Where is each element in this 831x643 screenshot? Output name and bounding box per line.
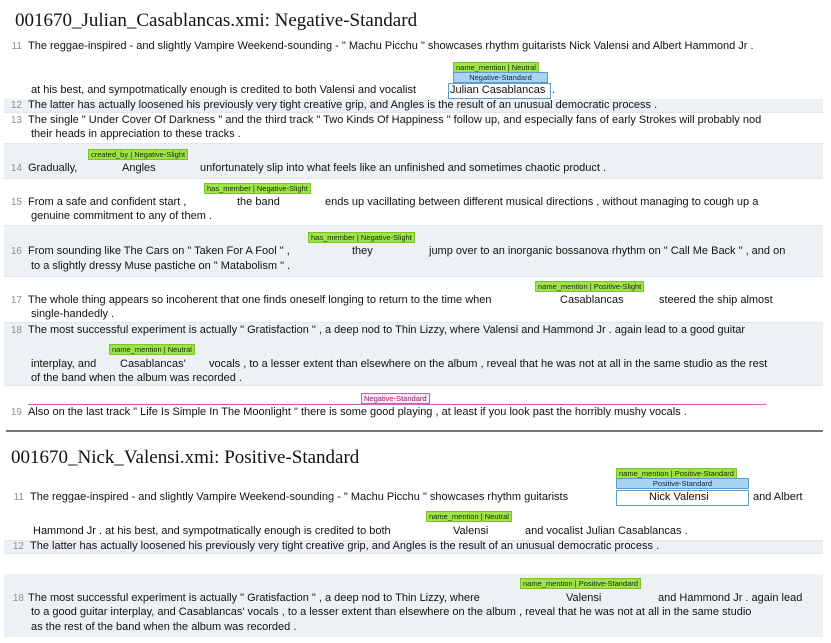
line-number: 13 [10,115,22,126]
sentence-text: The most successful experiment is actually " Gratisfaction " , a deep nod to Thin Lizzy, where [28,592,480,604]
line-number: 12 [12,541,24,552]
sentence-text: interplay, and [31,358,97,370]
annotation-label[interactable]: has_member | Negative-Slight [308,232,415,243]
row-divider [4,178,823,179]
annotated-span[interactable]: Angles [122,162,156,174]
sentence-text: as the rest of the band when the album was recorded . [31,621,297,633]
row-divider [4,385,823,386]
line-number: 11 [11,41,22,52]
sentence-text: and Hammond Jr . again lead [658,592,803,604]
annotated-span-underline [28,404,766,405]
row-divider [4,553,823,554]
line-number: 14 [10,163,22,174]
sentence-text: The most successful experiment is actually " Gratisfaction " , a deep nod to Thin Lizzy, where Valensi and Hammond Jr . again lead to a good guitar [28,324,746,336]
row-divider [4,112,823,113]
sentence-text: single-handedly . [31,308,115,320]
annotated-span[interactable]: they [352,245,373,257]
row-divider [4,225,823,226]
sentence-text: From sounding like The Cars on " Taken For A Fool " , [28,245,290,257]
row-divider [4,322,823,323]
sentence-text: The reggae-inspired - and slightly Vampire Weekend-sounding - " Machu Picchu " showcases rhythm guitarists [30,491,569,503]
line-number: 15 [10,197,22,208]
annotation-label[interactable]: Negative-Standard [453,72,548,83]
document-title: 001670_Julian_Casablancas.xmi: Negative-Standard [15,10,418,31]
annotated-span[interactable]: Valensi [566,592,602,604]
annotation-label[interactable]: created_by | Negative-Slight [88,149,188,160]
annotated-span[interactable]: Julian Casablancas [450,84,546,96]
annotation-label[interactable]: name_mention | Neutral [109,344,195,355]
sentence-text: to a slightly dressy Muse pastiche on " Matabolism " . [31,260,291,272]
sentence-text: of the band when the album was recorded . [31,372,242,384]
line-number: 17 [10,295,22,306]
annotation-label[interactable]: has_member | Negative-Slight [204,183,311,194]
sentence-text: From a safe and confident start , [28,196,187,208]
line-number: 11 [13,492,24,503]
sentence-text: and vocalist Julian Casablancas . [525,525,688,537]
sentence-text: Also on the last track " Life Is Simple In The Moonlight " there is some good playing , at least if you look past the horribly mushy vocals . [28,406,687,418]
sentence-text: . [552,84,556,96]
annotated-span[interactable]: Nick Valensi [649,491,709,503]
annotated-span[interactable]: the band [237,196,280,208]
annotated-span[interactable]: Valensi [453,525,489,537]
annotation-label[interactable]: Positive-Standard [616,478,749,489]
sentence-text: their heads in appreciation to these tracks . [31,128,241,140]
line-number: 12 [10,100,22,111]
sentence-text: jump over to an inorganic bossanova rhythm on " Call Me Back " , and on [429,245,786,257]
line-number: 18 [10,325,22,336]
sentence-text: unfortunately slip into what feels like an unfinished and sometimes chaotic product . [200,162,607,174]
document-title: 001670_Nick_Valensi.xmi: Positive-Standard [11,447,360,468]
sentence-text: vocals , to a lesser extent than elsewhere on the album , reveal that he was not at all in the same studio as the rest [209,358,768,370]
sentence-text: Hammond Jr . at his best, and sympotmatically enough is credited to both [33,525,391,537]
sentence-text: The single " Under Cover Of Darkness " and the third track " Two Kinds Of Happiness " follow up, and especially fans of early Strokes will probably nod [28,114,762,126]
line-number: 19 [10,407,22,418]
sentence-text: Gradually, [28,162,78,174]
row-divider [4,143,823,144]
annotation-label[interactable]: name_mention | Positive-Slight [535,281,644,292]
annotated-span[interactable]: Casablancas [560,294,624,306]
line-number: 16 [10,246,22,257]
section-separator [6,430,823,432]
line-number: 18 [12,593,24,604]
row-divider [4,276,823,277]
sentence-text: The latter has actually loosened his previously very tight creative grip, and Angles is the result of an unusual democratic process . [30,540,660,552]
sentence-text: ends up vacillating between different musical directions , without managing to cough up a [325,196,759,208]
sentence-text: The reggae-inspired - and slightly Vampire Weekend-sounding - " Machu Picchu " showcases rhythm guitarists Nick Valensi and Albert Hammond Jr . [28,40,754,52]
annotation-label[interactable]: name_mention | Neutral [453,62,539,73]
sentence-text: The whole thing appears so incoherent that one finds oneself longing to return to the time when [28,294,492,306]
sentence-text: to a good guitar interplay, and Casablancas' vocals , to a lesser extent than elsewhere on the album , reveal that he was not at all in the same studio [31,606,752,618]
sentence-text: and Albert [753,491,803,503]
annotation-label[interactable]: name_mention | Positive-Standard [520,578,641,589]
sentence-text: genuine commitment to any of them . [31,210,212,222]
annotated-span[interactable]: Casablancas' [120,358,186,370]
annotation-label[interactable]: name_mention | Positive-Standard [616,468,737,479]
sentence-text: The latter has actually loosened his previously very tight creative grip, and Angles is the result of an unusual democratic process . [28,99,658,111]
annotation-label[interactable]: name_mention | Neutral [426,511,512,522]
sentence-text: at his best, and sympotmatically enough is credited to both Valensi and vocalist [31,84,417,96]
annotation-label[interactable]: Negative-Standard [361,393,430,404]
sentence-text: steered the ship almost [659,294,773,306]
